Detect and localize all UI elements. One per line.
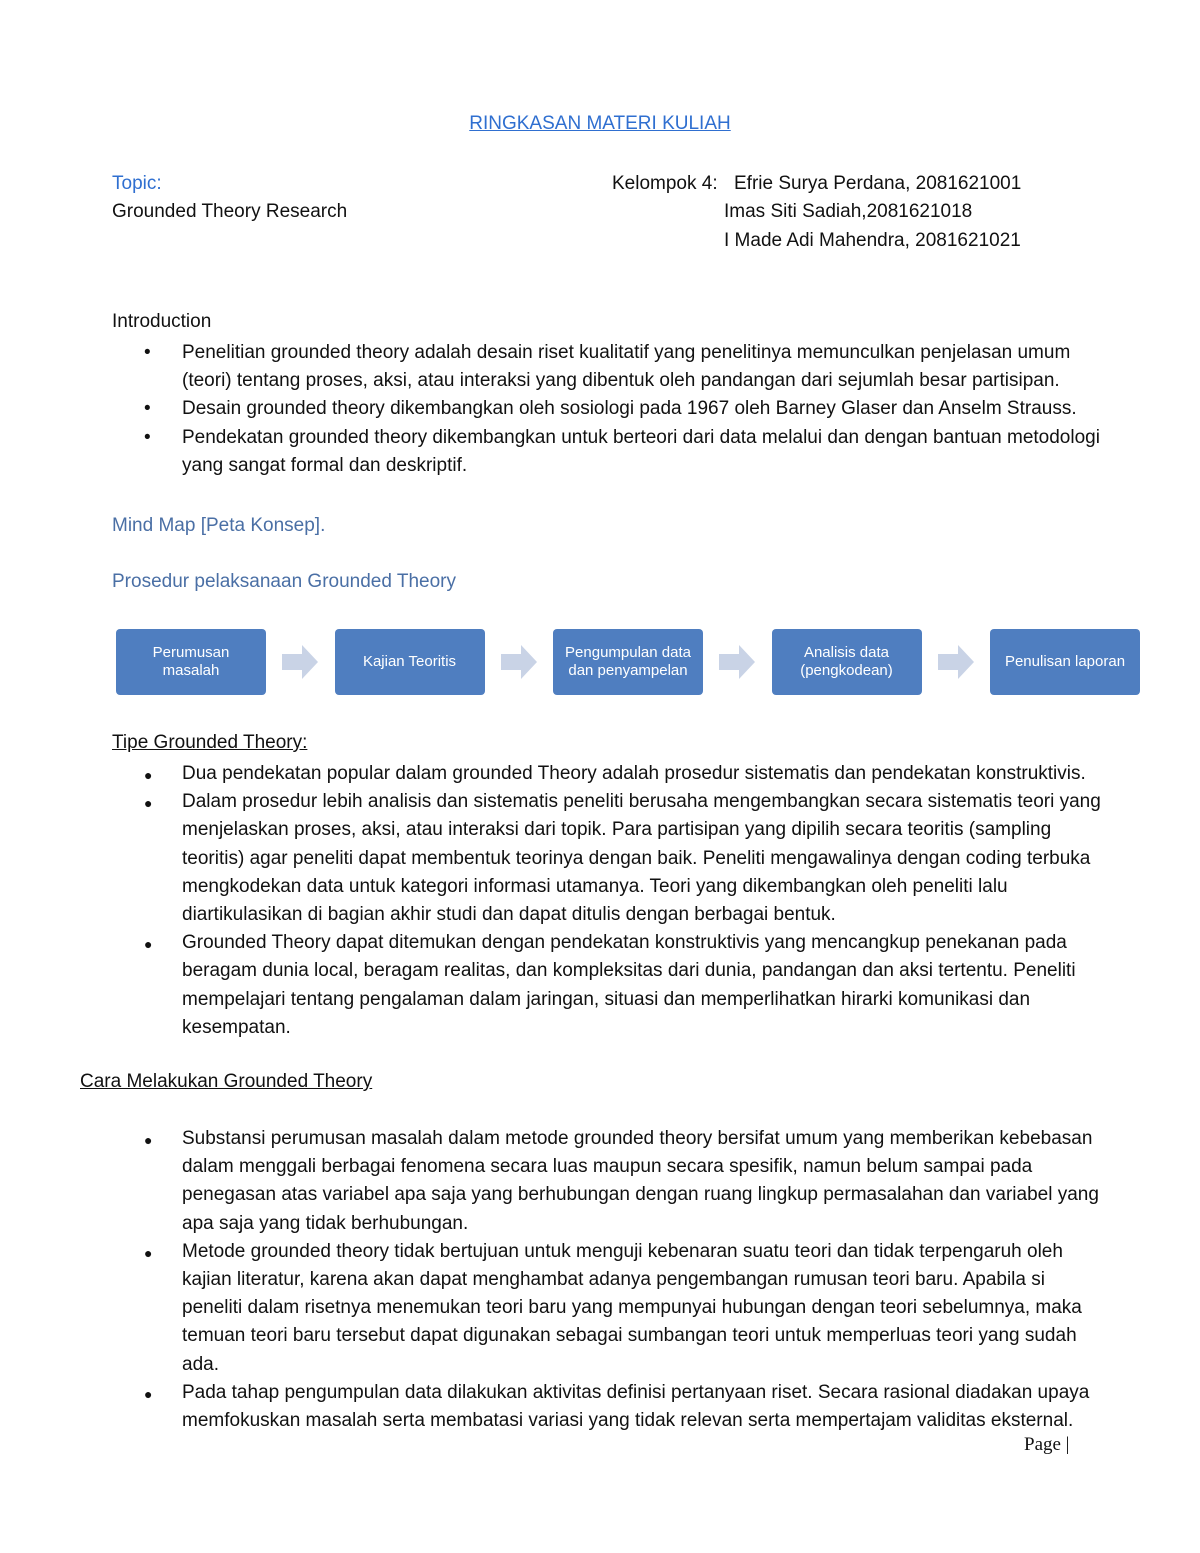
page-footer: Page |	[1024, 1434, 1070, 1455]
arrow-right-icon	[719, 645, 755, 679]
list-item	[112, 1125, 1122, 1238]
list-item-line: Penelitian grounded theory adalah desain riset kualitatif yang penelitinya memunculkan penjelasan umum	[182, 342, 1071, 363]
method-list	[112, 1125, 1122, 1435]
list-item	[112, 1238, 1122, 1379]
list-item-line: kajian literatur, karena akan dapat menghambat adanya pengembangan rumusan teori baru. Apabila si	[182, 1269, 1045, 1291]
list-item	[112, 929, 1122, 1042]
list-item-line: apa saja yang tidak berhubungan.	[182, 1212, 469, 1234]
list-item	[112, 395, 1122, 423]
flow-step-box	[553, 629, 703, 695]
member-1: Efrie Surya Perdana, 2081621001	[734, 173, 1022, 194]
flow-step-label: masalah	[162, 662, 220, 679]
list-item	[112, 1379, 1122, 1435]
flow-step-label: Analisis data	[803, 644, 890, 661]
group-label: Kelompok 4:	[612, 173, 718, 194]
document-title: RINGKASAN MATERI KULIAH	[469, 113, 731, 134]
bullet-icon: ●	[144, 1244, 153, 1261]
list-item-line: beragam dunia local, beragam realitas, dan kompleksitas dari dunia, pandangan dan aksi tertentu. Peneliti	[182, 960, 1076, 982]
method-heading: Cara Melakukan Grounded Theory	[80, 1071, 373, 1092]
list-item-line: Dalam prosedur lebih analisis dan sistematis peneliti berusaha mengembangkan secara sistematis teori yang	[182, 791, 1101, 813]
bullet-icon: •	[144, 398, 151, 420]
list-item-line: mengkodekan data untuk kategori informasi utamanya. Teori yang dikembangkan oleh peneliti lalu	[182, 875, 1008, 897]
list-item-line: temuan teori baru tersebut dapat digunakan sebagai sumbangan teori untuk memperluas teori yang sudah	[182, 1325, 1077, 1347]
list-item-line: yang sangat formal dan deskriptif.	[182, 454, 468, 476]
flow-step-box	[335, 629, 485, 695]
list-item-line: mempelajari tentang pengalaman dalam jaringan, situasi dan memperlihatkan hirarki komunikasi dan	[182, 988, 1031, 1010]
bullet-icon: •	[144, 426, 151, 448]
flow-step-box	[116, 629, 266, 695]
types-list	[112, 760, 1122, 1042]
topic-value: Grounded Theory Research	[112, 201, 348, 222]
list-item-line: memfokuskan masalah serta membatasi variasi yang tidak relevan serta mempertajam validitas eksternal.	[182, 1410, 1074, 1432]
flow-step-label: Perumusan	[152, 644, 230, 661]
bullet-icon: ●	[144, 936, 153, 953]
topic-label: Topic:	[112, 173, 162, 194]
member-3: I Made Adi Mahendra, 2081621021	[724, 230, 1021, 251]
arrow-right-icon	[938, 645, 974, 679]
list-item-line: Pendekatan grounded theory dikembangkan untuk berteori dari data melalui dan dengan bantuan metodologi	[182, 426, 1100, 448]
member-2: Imas Siti Sadiah,2081621018	[724, 201, 973, 222]
bullet-icon: ●	[144, 795, 153, 812]
list-item	[112, 339, 1122, 395]
list-item-line: (teori) tentang proses, aksi, atau interaksi yang dibentuk oleh pandangan dari sejumlah besar partisipan.	[182, 370, 1060, 392]
flow-step-label: dan penyampelan	[568, 662, 688, 679]
introduction-heading: Introduction	[112, 311, 212, 332]
list-item	[112, 424, 1122, 480]
flow-step-label: Penulisan laporan	[1004, 653, 1126, 670]
list-item-line: Dua pendekatan popular dalam grounded Theory adalah prosedur sistematis dan pendekatan konstruktivis.	[182, 763, 1086, 784]
list-item-line: peneliti dalam risetnya menemukan teori baru yang mempunyai hubungan dengan teori sebelumnya, maka	[182, 1297, 1082, 1319]
arrow-right-icon	[501, 645, 537, 679]
list-item-line: Metode grounded theory tidak bertujuan untuk menguji kebenaran suatu teori dan tidak terpengaruh oleh	[182, 1240, 1063, 1262]
procedure-flow-diagram	[116, 629, 1140, 696]
list-item-line: ada.	[182, 1353, 219, 1375]
list-item-line: teoritis) agar peneliti dapat membentuk teorinya dengan baik. Peneliti mengawalinya dengan coding terbuka	[182, 847, 1091, 869]
list-item-line: dalam menggali berbagai fenomena secara luas maupun secara spesifik, namun belum sampai pada	[182, 1156, 1033, 1178]
bullet-icon: •	[144, 342, 151, 363]
bullet-icon: ●	[144, 1132, 153, 1148]
list-item-line: menjelaskan proses, aksi, atau interaksi dari topik. Para partisipan yang dipilih secara teoritis (sampling	[182, 819, 1052, 841]
list-item-line: penegasan atas variabel apa saja yang berhubungan dengan ruang lingkup permasalahan dan variabel yang	[182, 1184, 1099, 1206]
flow-step-label: (pengkodean)	[800, 662, 893, 679]
list-item	[112, 788, 1122, 929]
mind-map-heading: Mind Map [Peta Konsep].	[112, 515, 326, 536]
flow-step-box	[772, 629, 922, 695]
bullet-icon: ●	[144, 767, 153, 783]
introduction-list	[112, 339, 1122, 480]
types-heading: Tipe Grounded Theory:	[112, 732, 308, 753]
list-item-line: Desain grounded theory dikembangkan oleh sosiologi pada 1967 oleh Barney Glaser dan Anselm Strauss.	[182, 398, 1077, 420]
list-item-line: Grounded Theory dapat ditemukan dengan pendekatan konstruktivis yang mencangkup penekanan pada	[182, 932, 1067, 954]
procedure-heading: Prosedur pelaksanaan Grounded Theory	[112, 571, 456, 592]
list-item-line: diartikulasikan di bagian akhir studi dan dapat ditulis dengan berbagai bentuk.	[182, 904, 836, 926]
arrow-right-icon	[282, 645, 318, 679]
list-item	[112, 760, 1122, 788]
list-item-line: kesempatan.	[182, 1016, 291, 1038]
list-item-line: Pada tahap pengumpulan data dilakukan aktivitas definisi pertanyaan riset. Secara rasional diadakan upaya	[182, 1381, 1090, 1403]
flow-step-box	[990, 629, 1140, 695]
bullet-icon: ●	[144, 1385, 153, 1402]
flow-step-label: Kajian Teoritis	[362, 653, 457, 670]
flow-step-label: Pengumpulan data	[565, 644, 691, 661]
list-item-line: Substansi perumusan masalah dalam metode grounded theory bersifat umum yang memberikan kebebasan	[182, 1128, 1093, 1149]
